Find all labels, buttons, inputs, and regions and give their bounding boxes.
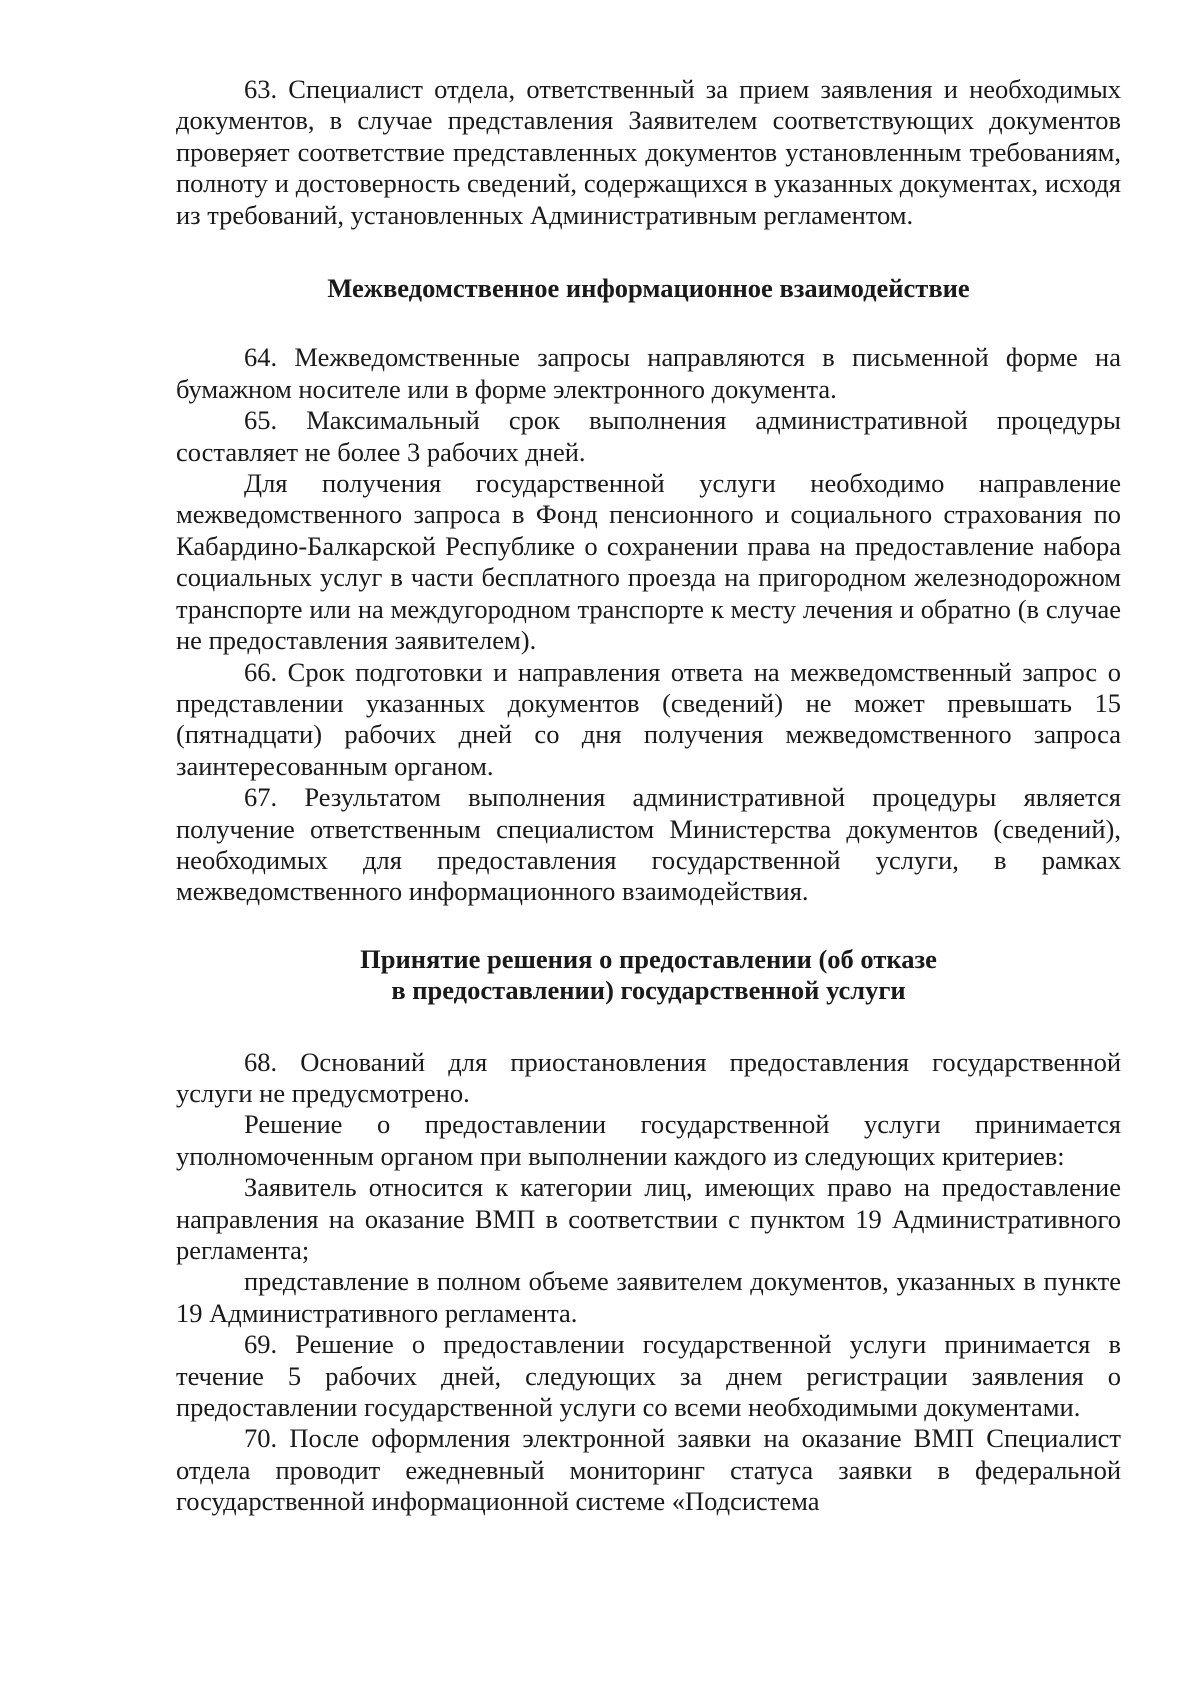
paragraph-68-criterion-2: представление в полном объеме заявителем документов, указанных в пункте 19 Административного регламента.: [176, 1266, 1121, 1328]
section-heading-decision: [176, 944, 1121, 1007]
paragraph-65-detail: Для получения государственной услуги необходимо направление межведомственного запроса в Фонд пенсионного и социального страхования по Кабардино-Балкарской Республике о сохранении права на предоставление набора социальных услуг в части бесплатного проезда на пригородном железнодорожном транспорте или на междугородном транспорте к месту лечения и обратно (в случае не предоставления заявителем).: [176, 468, 1121, 656]
paragraph-69: 69. Решение о предоставлении государственной услуги принимается в течение 5 рабочих дней, следующих за днем регистрации заявления о предоставлении государственной услуги со всеми необходимыми документами.: [176, 1329, 1121, 1423]
section-heading-decision-line1: Принятие решения о предоставлении (об отказе: [360, 943, 937, 974]
paragraph-70: 70. После оформления электронной заявки на оказание ВМП Специалист отдела проводит ежедневный мониторинг статуса заявки в федеральной государственной информационной системе «Подсистема: [176, 1423, 1121, 1517]
paragraph-65: 65. Максимальный срок выполнения административной процедуры составляет не более 3 рабочих дней.: [176, 405, 1121, 467]
paragraph-63: 63. Специалист отдела, ответственный за прием заявления и необходимых документов, в случае представления Заявителем соответствующих документов проверяет соответствие представленных документов установленным требованиям, полноту и достоверность сведений, содержащихся в указанных документах, исходя из требований, установленных Административным регламентом.: [176, 74, 1121, 230]
section-heading-decision-line2: в предоставлении) государственной услуги: [391, 975, 906, 1006]
document-body: [176, 74, 1121, 1518]
section-heading-interagency: Межведомственное информационное взаимодействие: [327, 273, 970, 304]
paragraph-68: 68. Оснований для приостановления предоставления государственной услуги не предусмотрено.: [176, 1046, 1121, 1108]
paragraph-64: 64. Межведомственные запросы направляются в письменной форме на бумажном носителе или в форме электронного документа.: [176, 342, 1121, 404]
paragraph-66: 66. Срок подготовки и направления ответа на межведомственный запрос о представлении указанных документов (сведений) не может превышать 15 (пятнадцати) рабочих дней со дня получения межведомственного запроса заинтересованным органом.: [176, 656, 1121, 781]
paragraph-68-criterion-1: Заявитель относится к категории лиц, имеющих право на предоставление направления на оказание ВМП в соответствии с пунктом 19 Административного регламента;: [176, 1172, 1121, 1265]
paragraph-68-decision: Решение о предоставлении государственной услуги принимается уполномоченным органом при выполнении каждого из следующих критериев:: [176, 1109, 1121, 1171]
paragraph-67: 67. Результатом выполнения административной процедуры является получение ответственным специалистом Министерства документов (сведений), необходимых для предоставления государственной услуги, в рамках межведомственного информационного взаимодействия.: [176, 782, 1121, 907]
